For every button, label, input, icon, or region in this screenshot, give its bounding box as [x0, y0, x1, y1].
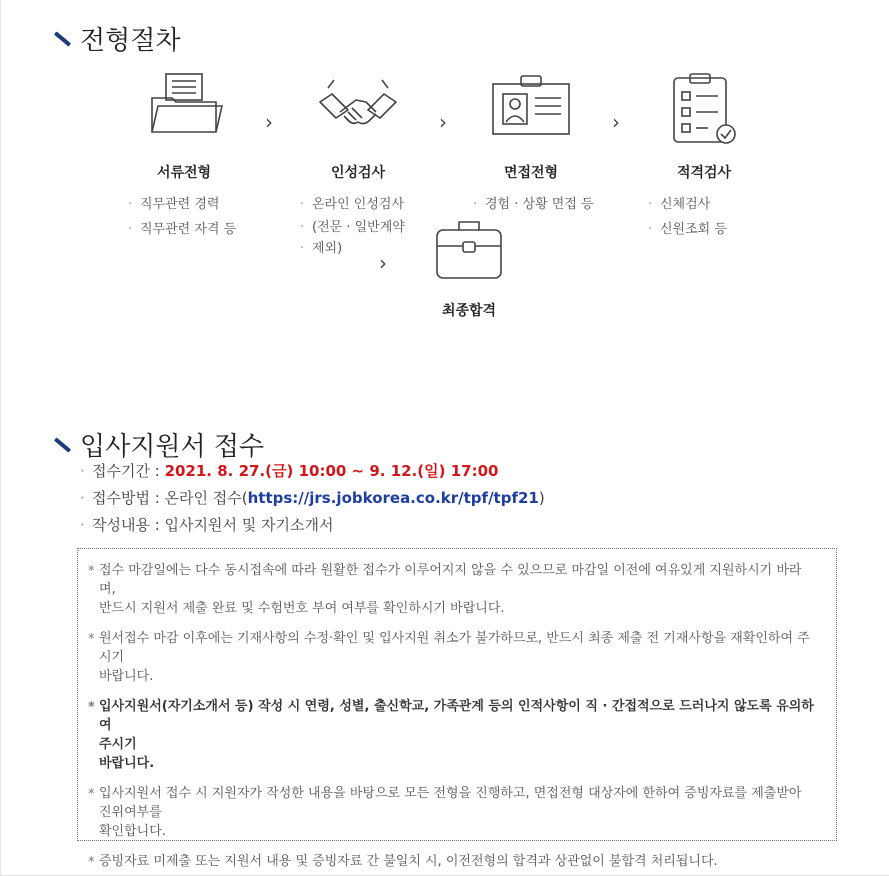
period-label: 접수기간 : — [92, 462, 165, 480]
step-name: 서류전형 — [156, 165, 212, 181]
notice-item — [88, 561, 822, 618]
id-card-icon — [491, 72, 571, 152]
notice-line: 반드시 지원서 제출 완료 및 수험번호 부여 여부를 확인하시기 바랍니다. — [99, 601, 505, 616]
notice-line: 입사지원서(자기소개서 등) 작성 시 연령, 성별, 출신학교, 가족관계 등의 인적사항이 직 · 간접적으로 드러나지 않도록 유의하여 — [99, 699, 814, 733]
method-label: 접수방법 : 온라인 접수( — [92, 489, 248, 507]
step-interview — [451, 72, 611, 217]
step-name: 적격검사 — [676, 165, 732, 181]
notice-line: 바랍니다. — [99, 756, 155, 771]
notice-box — [77, 548, 837, 869]
step-item: · 경험 · 상황 면접 등 — [473, 192, 611, 217]
notice-line: 시기 — [99, 650, 125, 665]
title-marker-icon — [52, 435, 72, 455]
step-item: · 신체검사 — [648, 192, 784, 217]
method-suffix: ) — [538, 489, 545, 507]
period-value: 2021. 8. 27.(금) 10:00 ~ 9. 12.(일) 17:00 — [164, 462, 499, 480]
notice-line: 원서접수 마감 이후에는 기재사항의 수정·확인 및 입사지원 취소가 불가하므로, 반드시 최종 제출 전 기재사항을 재확인하여 주 — [99, 631, 810, 646]
checklist-icon — [664, 72, 744, 152]
notice-item — [88, 784, 822, 841]
page-left-border — [0, 0, 1, 876]
notice-line: 주시기 — [99, 737, 137, 752]
title-marker-icon — [52, 29, 72, 49]
notice-item-important — [88, 697, 822, 773]
notice-line: 바랍니다. — [99, 669, 154, 684]
step-document-screening — [104, 72, 264, 242]
application-content-row: · 작성내용 : 입사지원서 및 자기소개서 — [80, 512, 545, 539]
step-item: · 온라인 인성검사 — [300, 192, 438, 217]
notice-item — [88, 629, 822, 686]
application-period-row — [80, 458, 545, 485]
application-info — [80, 458, 545, 539]
process-title: 전형절차 — [80, 26, 181, 56]
step-name: 면접전형 — [503, 165, 559, 181]
chevron-right-icon: › — [265, 110, 273, 134]
step-name: 인성검사 — [330, 165, 386, 181]
step-item: · 신원조회 등 — [648, 217, 784, 242]
notice-line: 접수 마감일에는 다수 동시접속에 따라 원활한 접수가 이루어지지 않을 수 있으므로 마감일 이전에 여유있게 지원하시기 바라 — [99, 563, 802, 578]
notice-line: 며, — [99, 582, 116, 597]
chevron-right-icon: › — [379, 251, 387, 275]
notice-line: 입사지원서 접수 시 지원자가 작성한 내용을 바탕으로 모든 전형을 진행하고, 면접전형 대상자에 한하여 증빙자료를 제출받아 — [99, 786, 802, 801]
step-name: 최종합격 — [441, 303, 497, 319]
application-title: 입사지원서 접수 — [80, 432, 265, 462]
process-section-title — [52, 20, 180, 57]
briefcase-icon — [429, 216, 509, 296]
step-item: · 직무관련 경력 — [128, 192, 264, 217]
step-item: · (전문 · 일반계약 — [300, 217, 438, 238]
step-item: · 직무관련 자격 등 — [128, 217, 264, 242]
folder-icon — [144, 72, 224, 152]
chevron-right-icon: › — [612, 110, 620, 134]
application-link[interactable]: https://jrs.jobkorea.co.kr/tpf/tpf21 — [247, 489, 539, 507]
notice-line: 증빙자료 미제출 또는 지원서 내용 및 증빙자료 간 불일치 시, 이전전형의 합격과 상관없이 불합격 처리됩니다. — [99, 854, 718, 869]
notice-line: 확인합니다. — [99, 824, 166, 839]
step-final-pass — [389, 216, 549, 320]
notice-item — [88, 852, 822, 871]
chevron-right-icon: › — [439, 110, 447, 134]
notice-line: 진위여부를 — [99, 805, 162, 820]
step-item: · 제외) — [300, 238, 438, 259]
application-method-row — [80, 485, 545, 512]
step-eligibility-check — [624, 72, 784, 242]
handshake-icon — [318, 72, 398, 152]
